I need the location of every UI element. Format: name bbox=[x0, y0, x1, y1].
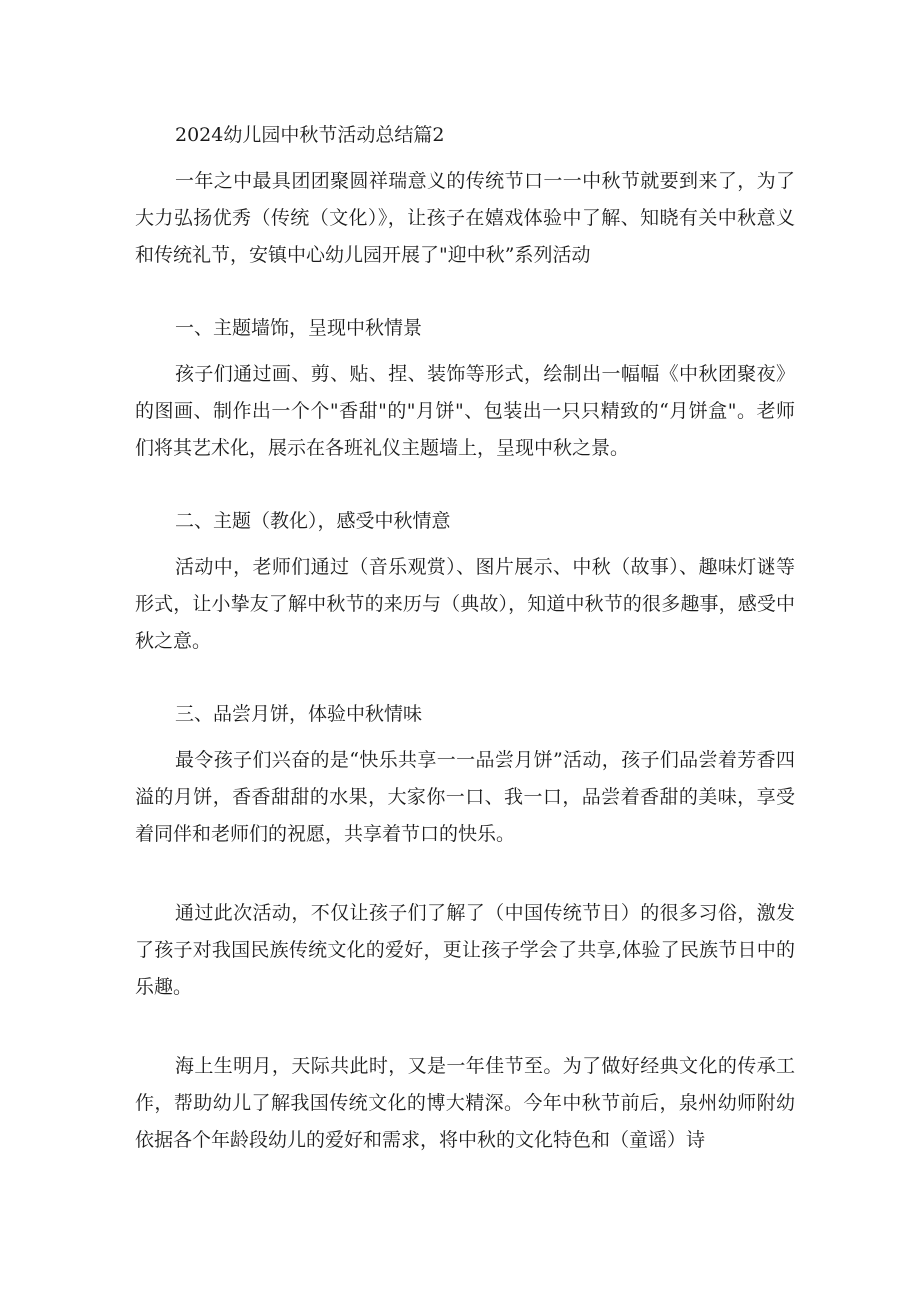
section-2-heading: 二、主题（教化），感受中秋情意 bbox=[175, 510, 451, 532]
section-3-heading: 三、品尝月饼，体验中秋情味 bbox=[175, 703, 423, 725]
closing-paragraph: 海上生明月，天际共此时，又是一年佳节至。为了做好经典文化的传承工作，帮助幼儿了解我国传统文化的博大精深。今年中秋节前后，泉州幼师附幼依据各个年龄段幼儿的爱好和需求，将中秋的文化特色和（童谣）诗 bbox=[135, 1055, 795, 1151]
document-title: 2024幼儿园中秋节活动总结篇2 bbox=[175, 124, 445, 146]
section-1-heading: 一、主题墙饰，呈现中秋情景 bbox=[175, 317, 423, 339]
section-3-paragraph: 最令孩子们兴奋的是“快乐共享一一品尝月饼”活动，孩子们品尝着芳香四溢的月饼，香香甜甜的水果，大家你一口、我一口，品尝着香甜的美味，享受着同伴和老师们的祝愿，共享着节口的快乐。 bbox=[135, 749, 795, 845]
section-1-paragraph: 孩子们通过画、剪、贴、捏、装饰等形式，绘制出一幅幅《中秋团聚夜》的图画、制作出一个个"香甜"的"月饼"、包装出一只只精致的“月饼盒"。老师们将其艺术化，展示在各班礼仪主题墙上，呈现中秋之景。 bbox=[135, 363, 795, 459]
section-2-paragraph: 活动中，老师们通过（音乐观赏）、图片展示、中秋（故事）、趣味灯谜等形式，让小挚友了解中秋节的来历与（典故），知道中秋节的很多趣事，感受中秋之意。 bbox=[135, 556, 795, 652]
intro-paragraph: 一年之中最具团团聚圆祥瑞意义的传统节口一一中秋节就要到来了，为了大力弘扬优秀（传统（文化）》，让孩子在嬉戏体验中了解、知晓有关中秋意义和传统礼节，安镇中心幼儿园开展了"迎中秋”系列活动 bbox=[135, 170, 795, 266]
summary-paragraph: 通过此次活动，不仅让孩子们了解了（中国传统节日）的很多习俗，激发了孩子对我国民族传统文化的爱好，更让孩子学会了共享,体验了民族节日中的乐趣。 bbox=[135, 902, 795, 998]
